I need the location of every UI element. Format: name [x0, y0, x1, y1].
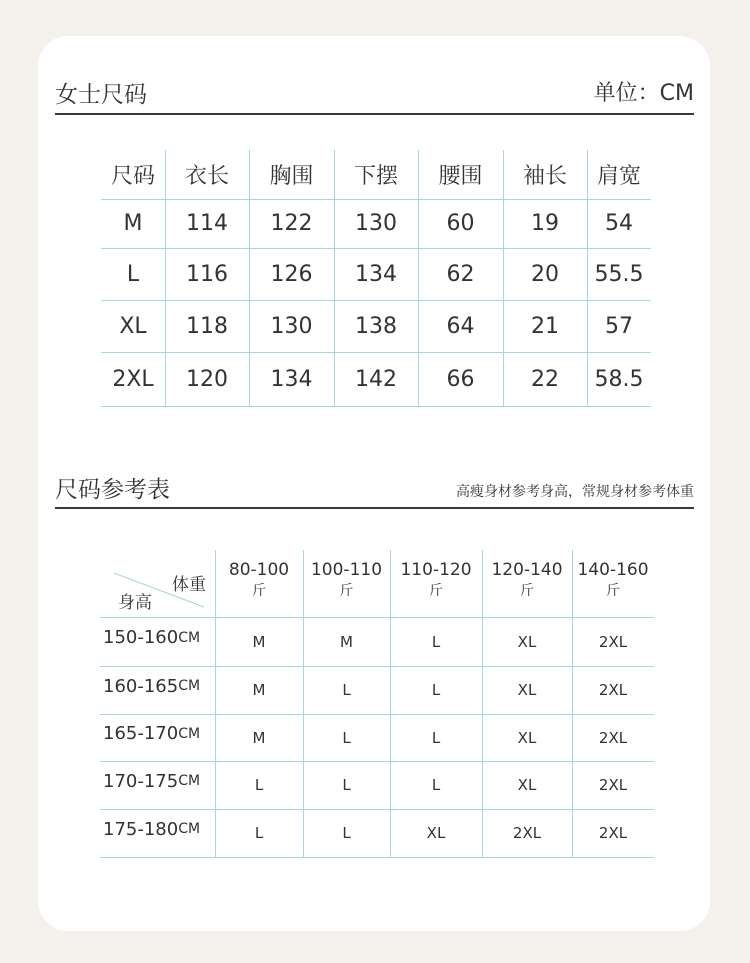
measurement-cell: 114 [186, 211, 228, 236]
table-row [101, 199, 651, 248]
size-recommendation-cell: 2XL [598, 776, 628, 794]
size-recommendation-cell: XL [517, 681, 537, 699]
measurement-cell: 54 [605, 211, 633, 236]
size-recommendation-cell: L [342, 824, 351, 842]
measurement-cell: 57 [605, 313, 633, 339]
weight-range: 80-100 [228, 559, 290, 580]
weight-header-cell [390, 558, 482, 603]
weight-range: 120-140 [491, 559, 563, 580]
weight-unit: 斤 [606, 582, 620, 599]
corner-weight-label: 体重 [172, 575, 206, 595]
height-row-label [103, 805, 215, 853]
size-recommendation-cell: 2XL [598, 632, 628, 651]
height-row-label [103, 662, 215, 710]
measurement-cell: 21 [531, 313, 559, 339]
height-range: 160-165 [103, 675, 179, 697]
size-recommendation-cell: 2XL [512, 824, 542, 842]
size-recommendation-cell: M [252, 681, 266, 699]
column-header: 腰围 [438, 164, 483, 189]
weight-header-cell [303, 558, 390, 603]
section-note: 高瘦身材参考身高，常规身材参考体重 [456, 484, 694, 500]
measurement-cell: 116 [186, 261, 228, 287]
column-header: 衣长 [184, 164, 229, 189]
measurement-cell: 19 [531, 211, 559, 236]
table-row [101, 352, 651, 406]
table-row [101, 248, 651, 300]
size-recommendation-cell: XL [426, 824, 446, 842]
size-cell: L [126, 261, 140, 287]
size-recommendation-cell: L [342, 728, 351, 747]
weight-range: 110-120 [400, 559, 472, 580]
section-header-size-reference [55, 467, 694, 509]
height-range: 150-160 [103, 627, 179, 648]
weight-unit: 斤 [429, 582, 443, 599]
section-title: 尺码参考表 [55, 477, 170, 503]
size-recommendation-cell: L [342, 681, 351, 699]
unit-label: 单位：CM [593, 81, 694, 106]
weight-range: 140-160 [577, 559, 649, 580]
size-recommendation-cell: L [342, 776, 351, 794]
size-recommendation-cell: XL [517, 632, 537, 651]
table-row [101, 300, 651, 352]
size-recommendation-cell: M [252, 632, 266, 651]
table-row-divider [101, 406, 651, 407]
corner-header-cell [100, 550, 215, 617]
size-recommendation-cell: L [431, 681, 441, 699]
measurement-cell: 64 [446, 313, 475, 339]
measurement-cell: 122 [270, 211, 313, 236]
section-header-womens-size [55, 72, 694, 115]
size-recommendation-cell: 2XL [598, 728, 628, 747]
section-title: 女士尺码 [55, 82, 147, 108]
measurement-cell: 20 [531, 261, 559, 287]
weight-unit: 斤 [520, 582, 534, 599]
column-header: 肩宽 [596, 164, 641, 189]
height-range: 175-180 [103, 818, 179, 840]
column-header: 胸围 [269, 164, 314, 189]
height-unit: CM [178, 629, 201, 646]
column-header: 尺码 [110, 164, 155, 189]
height-range: 165-170 [103, 723, 179, 744]
size-cell: M [123, 211, 143, 236]
size-recommendation-cell: 2XL [598, 681, 628, 699]
weight-unit: 斤 [252, 582, 266, 599]
size-recommendation-cell: L [431, 776, 441, 794]
size-recommendation-cell: L [431, 632, 441, 651]
weight-range: 100-110 [310, 559, 383, 580]
measurement-cell: 62 [446, 261, 475, 287]
size-recommendation-cell: XL [517, 776, 537, 794]
measurement-cell: 58.5 [594, 366, 644, 392]
size-recommendation-cell: XL [517, 728, 537, 747]
measurement-cell: 138 [355, 313, 397, 339]
column-header: 袖长 [522, 164, 567, 189]
size-recommendation-cell: 2XL [598, 824, 628, 842]
measurement-cell: 126 [270, 261, 313, 287]
size-recommendation-cell: L [254, 776, 264, 794]
measurement-cell: 120 [186, 366, 228, 392]
weight-header-cell [482, 558, 572, 603]
table-header-row [101, 150, 651, 199]
size-recommendation-cell: L [254, 824, 264, 842]
height-row-label [103, 613, 215, 662]
column-header: 下摆 [353, 164, 398, 189]
height-row-label [103, 757, 215, 805]
measurement-cell: 134 [355, 261, 397, 287]
size-recommendation-cell: L [431, 728, 441, 747]
size-recommendation-cell: M [340, 632, 353, 651]
height-unit: CM [178, 678, 201, 694]
weight-header-cell [572, 558, 654, 603]
corner-height-label: 身高 [118, 593, 152, 613]
size-cell: XL [119, 313, 147, 339]
height-range: 170-175 [103, 770, 179, 792]
measurement-cell: 118 [186, 313, 228, 339]
measurement-cell: 55.5 [594, 261, 644, 287]
measurement-cell: 130 [270, 313, 313, 339]
weight-unit: 斤 [339, 582, 354, 599]
weight-header-cell [215, 558, 303, 603]
height-unit: CM [178, 821, 201, 837]
height-unit: CM [178, 725, 201, 742]
measurement-cell: 22 [531, 366, 559, 392]
table-row-divider [100, 857, 654, 858]
measurement-cell: 134 [270, 366, 313, 392]
measurement-cell: 60 [446, 211, 475, 236]
height-row-label [103, 710, 215, 757]
measurement-cell: 66 [446, 366, 475, 392]
measurement-cell: 130 [355, 211, 397, 236]
size-cell: 2XL [112, 366, 154, 392]
size-recommendation-cell: M [252, 728, 266, 747]
height-unit: CM [178, 773, 201, 789]
measurement-cell: 142 [355, 366, 397, 392]
